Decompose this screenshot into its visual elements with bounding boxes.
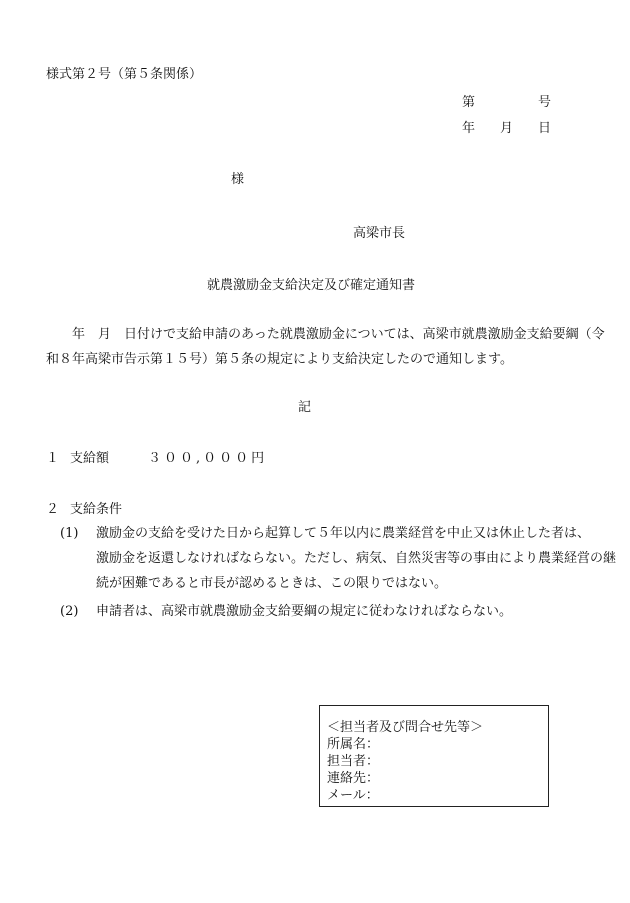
item2-label: 支給条件 xyxy=(70,502,123,517)
document-title: 就農激励金支給決定及び確定通知書 xyxy=(207,278,416,293)
condition-1-line-2: 激励金を返還しなければならない。ただし、病気、自然災害等の事由により農業経営の継 xyxy=(96,551,617,566)
contact-person: 担当者： xyxy=(327,754,380,769)
date-month: 月 xyxy=(500,121,514,136)
item1-label: 支給額 xyxy=(70,451,110,466)
form-number: 様式第２号（第５条関係） xyxy=(46,67,203,82)
condition-1-line-1: 激励金の支給を受けた日から起算して５年以内に農業経営を中止又は休止した者は、 xyxy=(96,526,591,541)
item1-amount: ３００,０００円 xyxy=(148,451,268,466)
contact-email: メール： xyxy=(327,788,379,803)
sender-name: 高梁市長 xyxy=(353,226,406,241)
contact-phone: 連絡先： xyxy=(327,771,380,786)
body-paragraph xyxy=(46,322,605,372)
contact-box xyxy=(319,705,549,807)
item2-number: ２ xyxy=(46,502,60,517)
condition-2-marker: (2) xyxy=(60,604,79,619)
condition-1-line-3: 続が困難であると市長が認めるときは、この限りではない。 xyxy=(96,576,448,591)
contact-heading: ＜担当者及び問合せ先等＞ xyxy=(327,720,484,735)
contact-department: 所属名： xyxy=(327,737,380,752)
body-line-1: 年 月 日付けで支給申請のあった就農激励金については、高梁市就農激励金支給要綱（令 xyxy=(72,327,605,342)
ki-heading: 記 xyxy=(298,400,312,415)
condition-2-line-1: 申請者は、高梁市就農激励金支給要綱の規定に従わなければならない。 xyxy=(96,604,513,619)
document-number-suffix: 号 xyxy=(538,95,552,110)
recipient-honorific: 様 xyxy=(231,172,245,187)
date-day: 日 xyxy=(538,121,552,136)
condition-1-marker: (1) xyxy=(60,526,79,541)
document-number-prefix: 第 xyxy=(462,95,476,110)
item1-number: １ xyxy=(46,451,60,466)
date-year: 年 xyxy=(462,121,476,136)
body-line-2: 和８年高梁市告示第１５号）第５条の規定により支給決定したので通知します。 xyxy=(46,352,513,367)
